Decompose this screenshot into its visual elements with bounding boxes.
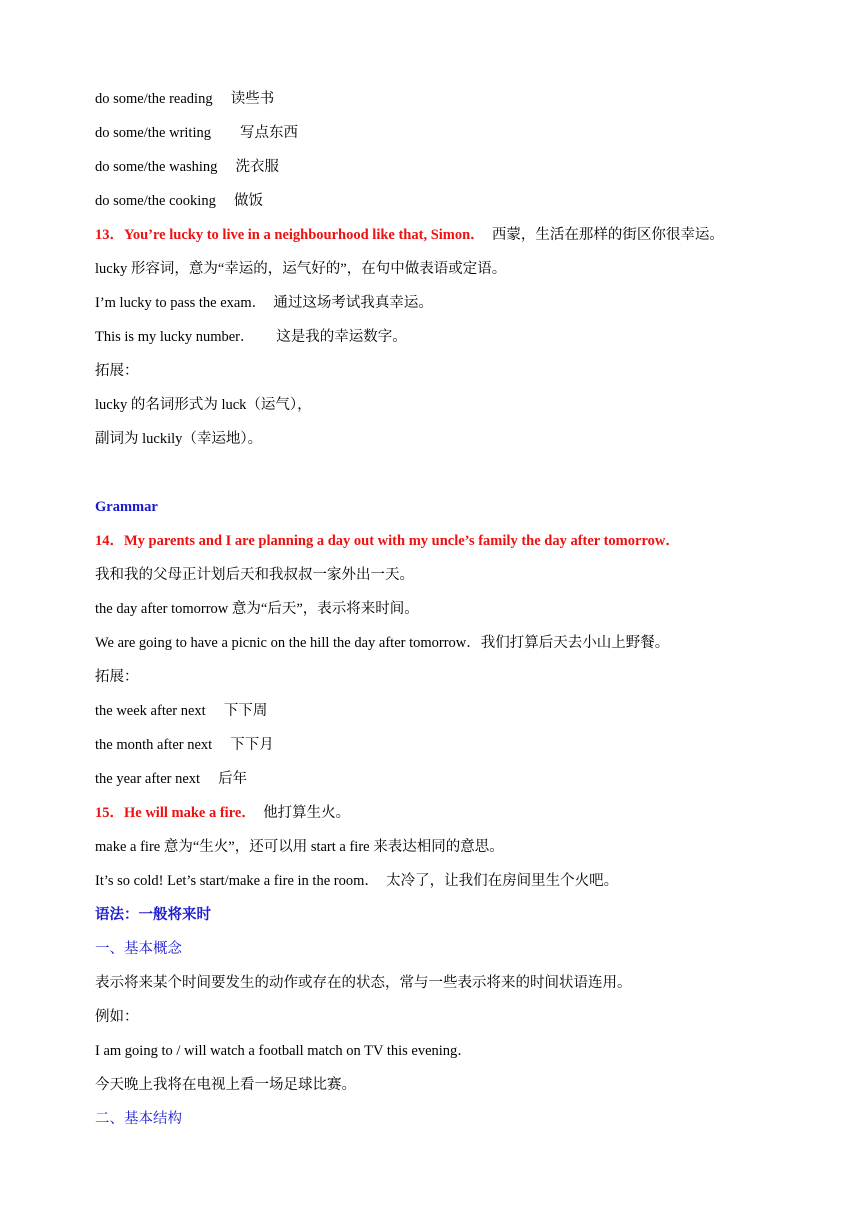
grammar-topic-heading: 语法：一般将来时 [95,907,211,923]
point-14-heading: 14．My parents and I are planning a day out with my uncle’s family the day after tomorrow． [95,533,680,549]
extension-label: 拓展： [95,363,139,379]
make-a-fire-example: It’s so cold! Let’s start/make a fire in the room． 太冷了，让我们在房间里生个火吧。 [95,873,619,889]
point-14-translation: 我和我的父母正计划后天和我叔叔一家外出一天。 [95,567,414,583]
make-a-fire-explanation: make a fire 意为“生火”，还可以用 start a fire 来表达相同的意思。 [95,839,504,855]
future-example-chinese: 今天晚上我将在电视上看一场足球比赛。 [95,1077,356,1093]
lucky-adverb-form: 副词为 luckily（幸运地）。 [95,431,263,447]
point-15-heading [95,803,795,823]
point-15-translation: 他打算生火。 [248,805,351,821]
lucky-example-1: I’m lucky to pass the exam． 通过这场考试我真幸运。 [95,295,433,311]
day-after-tomorrow-explanation: the day after tomorrow 意为“后天”，表示将来时间。 [95,601,419,617]
section-heading-grammar: Grammar [95,499,158,515]
phrase-reading: do some/the reading 读些书 [95,91,275,107]
example-label: 例如： [95,1009,139,1025]
lucky-example-2: This is my lucky number． 这是我的幸运数字。 [95,329,407,345]
future-example-english: I am going to / will watch a football match on TV this evening． [95,1043,472,1059]
day-after-tomorrow-example: We are going to have a picnic on the hill the day after tomorrow．我们打算后天去小山上野餐。 [95,635,670,651]
point-15-sentence: 15．He will make a fire． [95,805,249,821]
blank-line [95,463,795,483]
phrase-week-after-next: the week after next 下下周 [95,703,268,719]
extension-label-2: 拓展： [95,669,139,685]
phrase-writing: do some/the writing 写点东西 [95,125,298,141]
lucky-explanation: lucky 形容词，意为“幸运的，运气好的”，在句中做表语或定语。 [95,261,507,277]
phrase-washing: do some/the washing 洗衣服 [95,159,280,175]
lucky-noun-form: lucky 的名词形式为 luck（运气）， [95,397,312,413]
phrase-cooking: do some/the cooking 做饭 [95,193,263,209]
document-page [95,89,795,1143]
subheading-basic-structure: 二、基本结构 [95,1111,182,1127]
point-13-sentence: 13．You’re lucky to live in a neighbourhood like that, Simon． [95,227,478,243]
subheading-basic-concept: 一、基本概念 [95,941,182,957]
point-13-heading [95,225,795,245]
point-13-translation: 西蒙，生活在那样的街区你很幸运。 [477,227,724,243]
concept-definition: 表示将来某个时间要发生的动作或存在的状态，常与一些表示将来的时间状语连用。 [95,975,632,991]
phrase-month-after-next: the month after next 下下月 [95,737,274,753]
phrase-year-after-next: the year after next 后年 [95,771,248,787]
